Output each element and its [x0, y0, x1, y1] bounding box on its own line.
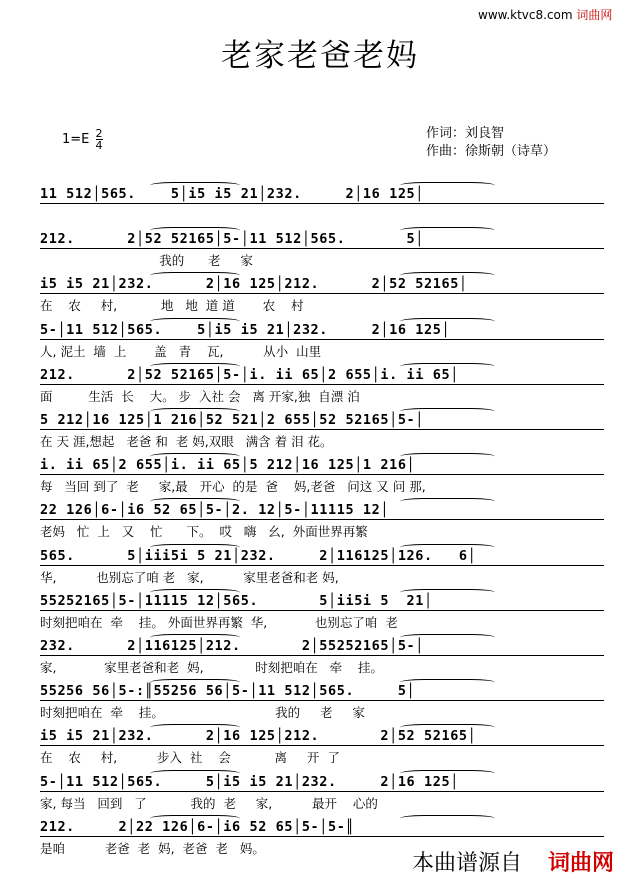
- lyrics-line: 华, 也别忘了咱 老 家, 家里老爸和老 妈,: [40, 569, 339, 585]
- score-row: [0, 638, 640, 678]
- lyrics-line: 我的 老 家: [40, 253, 253, 269]
- lyrics-line: 家, 每当 回到 了 我的 老 家, 最开 心的: [40, 795, 378, 811]
- notation-line: 5 212│16 125│1 216│52 521│2 655│52 52165│5-│: [40, 412, 425, 428]
- notation-line: 22 126│6-│i6 52 65│5-│2. 12│5-│11115 12│: [40, 502, 390, 519]
- notation-line: 55252165│5-│11115 12│565. 5│ii5i 5 21│: [40, 592, 433, 609]
- lyrics-line: 时刻把咱在 牵 挂。 外面世界再繁 华, 也别忘了咱 老: [40, 614, 398, 630]
- tie-arc: [150, 227, 240, 234]
- tie-arc: [400, 679, 495, 686]
- tie-arc: [400, 544, 495, 551]
- score-row: [0, 412, 640, 452]
- notation-line: 11 512│565. 5│i5 i5 21│232. 2│16 125│: [40, 186, 425, 202]
- beam-line: [40, 248, 604, 249]
- tie-arc: [400, 634, 495, 641]
- score-row: [0, 367, 640, 407]
- tie-arc: [400, 318, 495, 325]
- notation-line: i. ii 65│2 655│i. ii 65│5 212│16 125│1 216│: [40, 457, 416, 474]
- beam-line: [40, 791, 604, 792]
- beam-line: [40, 429, 604, 430]
- tie-arc: [400, 815, 495, 822]
- lyrics-line: 家, 家里老爸和老 妈, 时刻把咱在 牵 挂。: [40, 660, 384, 675]
- time-sig-top: 2: [95, 127, 103, 140]
- beam-line: [40, 836, 604, 837]
- time-signature: [96, 128, 103, 151]
- notation-line: 212. 2│52 52165│5-│i. ii 65│2 655│i. ii 65│: [40, 366, 459, 383]
- score-row: [0, 322, 640, 362]
- song-title: 老家老爸老妈: [221, 38, 419, 74]
- notation-line: i5 i5 21│232. 2│16 125│212. 2│52 52165│: [40, 276, 468, 293]
- lyricist-credit: 作词：刘良智: [426, 126, 505, 141]
- notation-line: 55256 56│5-:║55256 56│5-│11 512│565. 5│: [40, 683, 416, 700]
- tie-arc: [400, 408, 495, 415]
- key-signature: [62, 128, 103, 151]
- beam-line: [40, 610, 604, 611]
- key-label: 1=E: [62, 132, 90, 147]
- tie-arc: [400, 589, 495, 596]
- tie-arc: [400, 453, 495, 460]
- notation-line: 212. 2│52 52165│5-│11 512│565. 5│: [40, 231, 425, 248]
- beam-line: [40, 474, 604, 475]
- tie-arc: [150, 679, 240, 686]
- site-watermark-top: [478, 6, 612, 23]
- lyrics-line: 每 当回 到了 老 家,最 开心 的是 爸 妈,老爸 问这 又 问 那,: [40, 479, 426, 495]
- site-label: 词曲网: [576, 8, 613, 22]
- lyrics-line: 时刻把咱在 牵 挂。 我的 老 家: [40, 705, 365, 721]
- beam-line: [40, 384, 604, 385]
- tie-arc: [150, 724, 240, 731]
- score-row: [0, 276, 640, 316]
- lyrics-line: 人, 泥土 墙 上 盖 青 瓦, 从小 山里: [40, 343, 322, 359]
- tie-arc: [150, 544, 240, 551]
- notation-line: 5-│11 512│565. 5│i5 i5 21│232. 2│16 125│: [40, 773, 459, 790]
- composer-credit: 作曲：徐斯朝（诗草）: [426, 144, 557, 159]
- notation-line: 5-│11 512│565. 5│i5 i5 21│232. 2│16 125│: [40, 321, 451, 338]
- beam-line: [40, 519, 604, 520]
- tie-arc: [150, 453, 240, 460]
- tie-arc: [400, 182, 495, 189]
- tie-arc: [400, 227, 495, 234]
- time-sig-bottom: 4: [95, 139, 103, 152]
- score-row: [0, 683, 640, 723]
- score-row: [0, 186, 640, 226]
- tie-arc: [400, 498, 495, 505]
- notation-line: 232. 2│116125│212. 2│55252165│5-│: [40, 638, 425, 654]
- score-row: [0, 457, 640, 497]
- tie-arc: [400, 363, 495, 370]
- score-row: [0, 774, 640, 814]
- tie-arc: [400, 724, 495, 731]
- tie-arc: [400, 272, 495, 279]
- tie-arc: [150, 182, 240, 189]
- tie-arc: [150, 589, 240, 596]
- score-row: [0, 231, 640, 271]
- beam-line: [40, 203, 604, 204]
- notation-line: i5 i5 21│232. 2│16 125│212. 2│52 52165│: [40, 728, 477, 745]
- notation-line: 212. 2│22 126│6-│i6 52 65│5-│5-║: [40, 818, 355, 835]
- beam-line: [40, 565, 604, 566]
- tie-arc: [400, 770, 495, 777]
- notation-line: 565. 5│iii5i 5 21│232. 2│116125│126. 6│: [40, 547, 477, 564]
- tie-arc: [150, 318, 240, 325]
- tie-arc: [150, 770, 240, 777]
- score-row: [0, 819, 640, 859]
- lyrics-line: 面 生活 长 大。 步 入社 会 离 开家,独 自漂 泊: [40, 388, 360, 404]
- beam-line: [40, 700, 604, 701]
- beam-line: [40, 293, 604, 294]
- score-row: [0, 728, 640, 768]
- tie-arc: [150, 272, 240, 279]
- lyrics-line: 在 农 村, 步入 社 会 离 开 了: [40, 750, 340, 766]
- beam-line: [40, 655, 604, 656]
- lyrics-line: 是咱 老爸 老 妈, 老爸 老 妈。: [40, 840, 265, 856]
- beam-line: [40, 339, 604, 340]
- score-row: [0, 502, 640, 542]
- lyrics-line: 在 农 村, 地 地 道 道 农 村: [40, 298, 304, 314]
- tie-arc: [150, 498, 240, 505]
- footer-source: 本曲谱源自: [412, 851, 523, 876]
- lyrics-line: 在 天 涯,想起 老爸 和 老 妈,双眼 满含 着 泪 花。: [40, 434, 333, 449]
- tie-arc: [150, 815, 240, 822]
- tie-arc: [150, 634, 240, 641]
- lyrics-line: 老妈 忙 上 又 忙 下。 哎 嗨 幺, 外面世界再繁: [40, 524, 368, 540]
- score-row: [0, 548, 640, 588]
- footer-site-logo: 词曲网: [548, 851, 615, 876]
- site-url: www.ktvc8.com: [478, 8, 573, 22]
- tie-arc: [150, 363, 240, 370]
- beam-line: [40, 745, 604, 746]
- score-row: [0, 593, 640, 633]
- tie-arc: [150, 408, 240, 415]
